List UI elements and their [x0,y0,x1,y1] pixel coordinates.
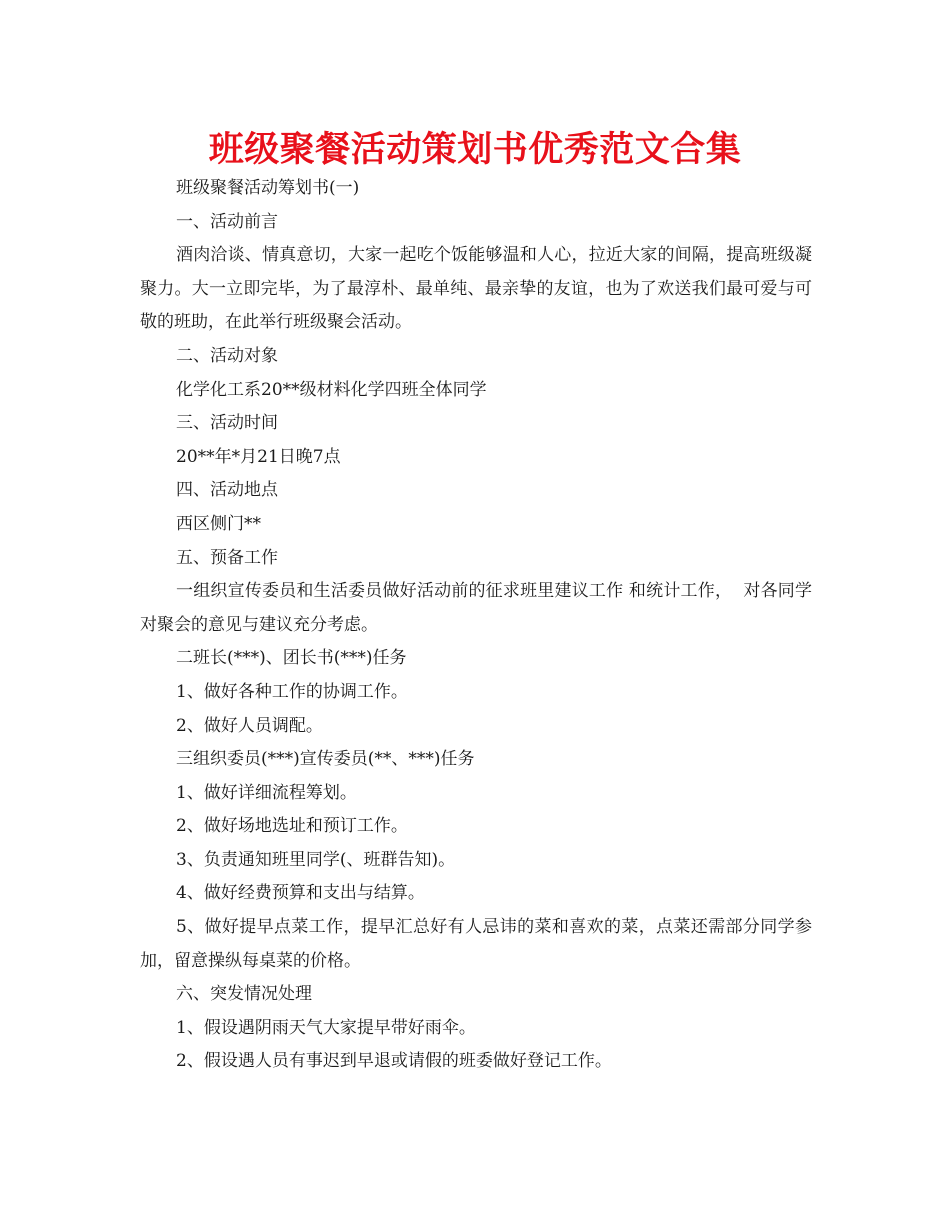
paragraph: 20**年*月21日晚7点 [176,446,341,467]
list-item: 2、做好场地选址和预订工作。 [176,816,408,837]
paragraph: 二班长(***)、团长书(***)任务 [176,648,407,669]
paragraph: 西区侧门** [176,513,261,534]
section-heading: 三、活动时间 [176,413,278,434]
section-heading: 二、活动对象 [176,345,278,366]
list-item: 1、做好各种工作的协调工作。 [176,681,408,702]
section-heading: 四、活动地点 [176,480,278,501]
section-heading: 五、预备工作 [176,547,278,568]
list-item: 5、做好提早点菜工作，提早汇总好有人忌讳的菜和喜欢的菜，点菜还需部分同学参加，留意操纵每桌菜的价格。 [140,917,812,971]
paragraph: 化学化工系20**级材料化学四班全体同学 [176,379,487,400]
document-body [140,172,812,1079]
section-heading: 一、活动前言 [176,211,278,232]
list-item: 1、假设遇阴雨天气大家提早带好雨伞。 [176,1017,476,1038]
paragraph: 三组织委员(***)宣传委员(**、***)任务 [176,749,475,770]
paragraph: 酒肉洽谈、情真意切，大家一起吃个饭能够温和人心，拉近大家的间隔，提高班级凝聚力。大一立即完毕，为了最淳朴、最单纯、最亲挚的友谊，也为了欢送我们最可爱与可敬的班助，在此举行班级聚会活动。 [140,245,812,333]
list-item: 2、做好人员调配。 [176,715,323,736]
document-title: 班级聚餐活动策划书优秀范文合集 [208,129,742,170]
paragraph: 一组织宣传委员和生活委员做好活动前的征求班里建议工作 和统计工作， 对各同学对聚会的意见与建议充分考虑。 [140,581,812,635]
section-heading: 六、突发情况处理 [176,984,312,1005]
list-item: 3、负责通知班里同学(、班群告知)。 [176,849,456,870]
paragraph: 班级聚餐活动筹划书(一) [176,178,360,198]
list-item: 2、假设遇人员有事迟到早退或请假的班委做好登记工作。 [176,1051,612,1072]
list-item: 4、做好经费预算和支出与结算。 [176,883,425,904]
list-item: 1、做好详细流程筹划。 [176,782,357,803]
